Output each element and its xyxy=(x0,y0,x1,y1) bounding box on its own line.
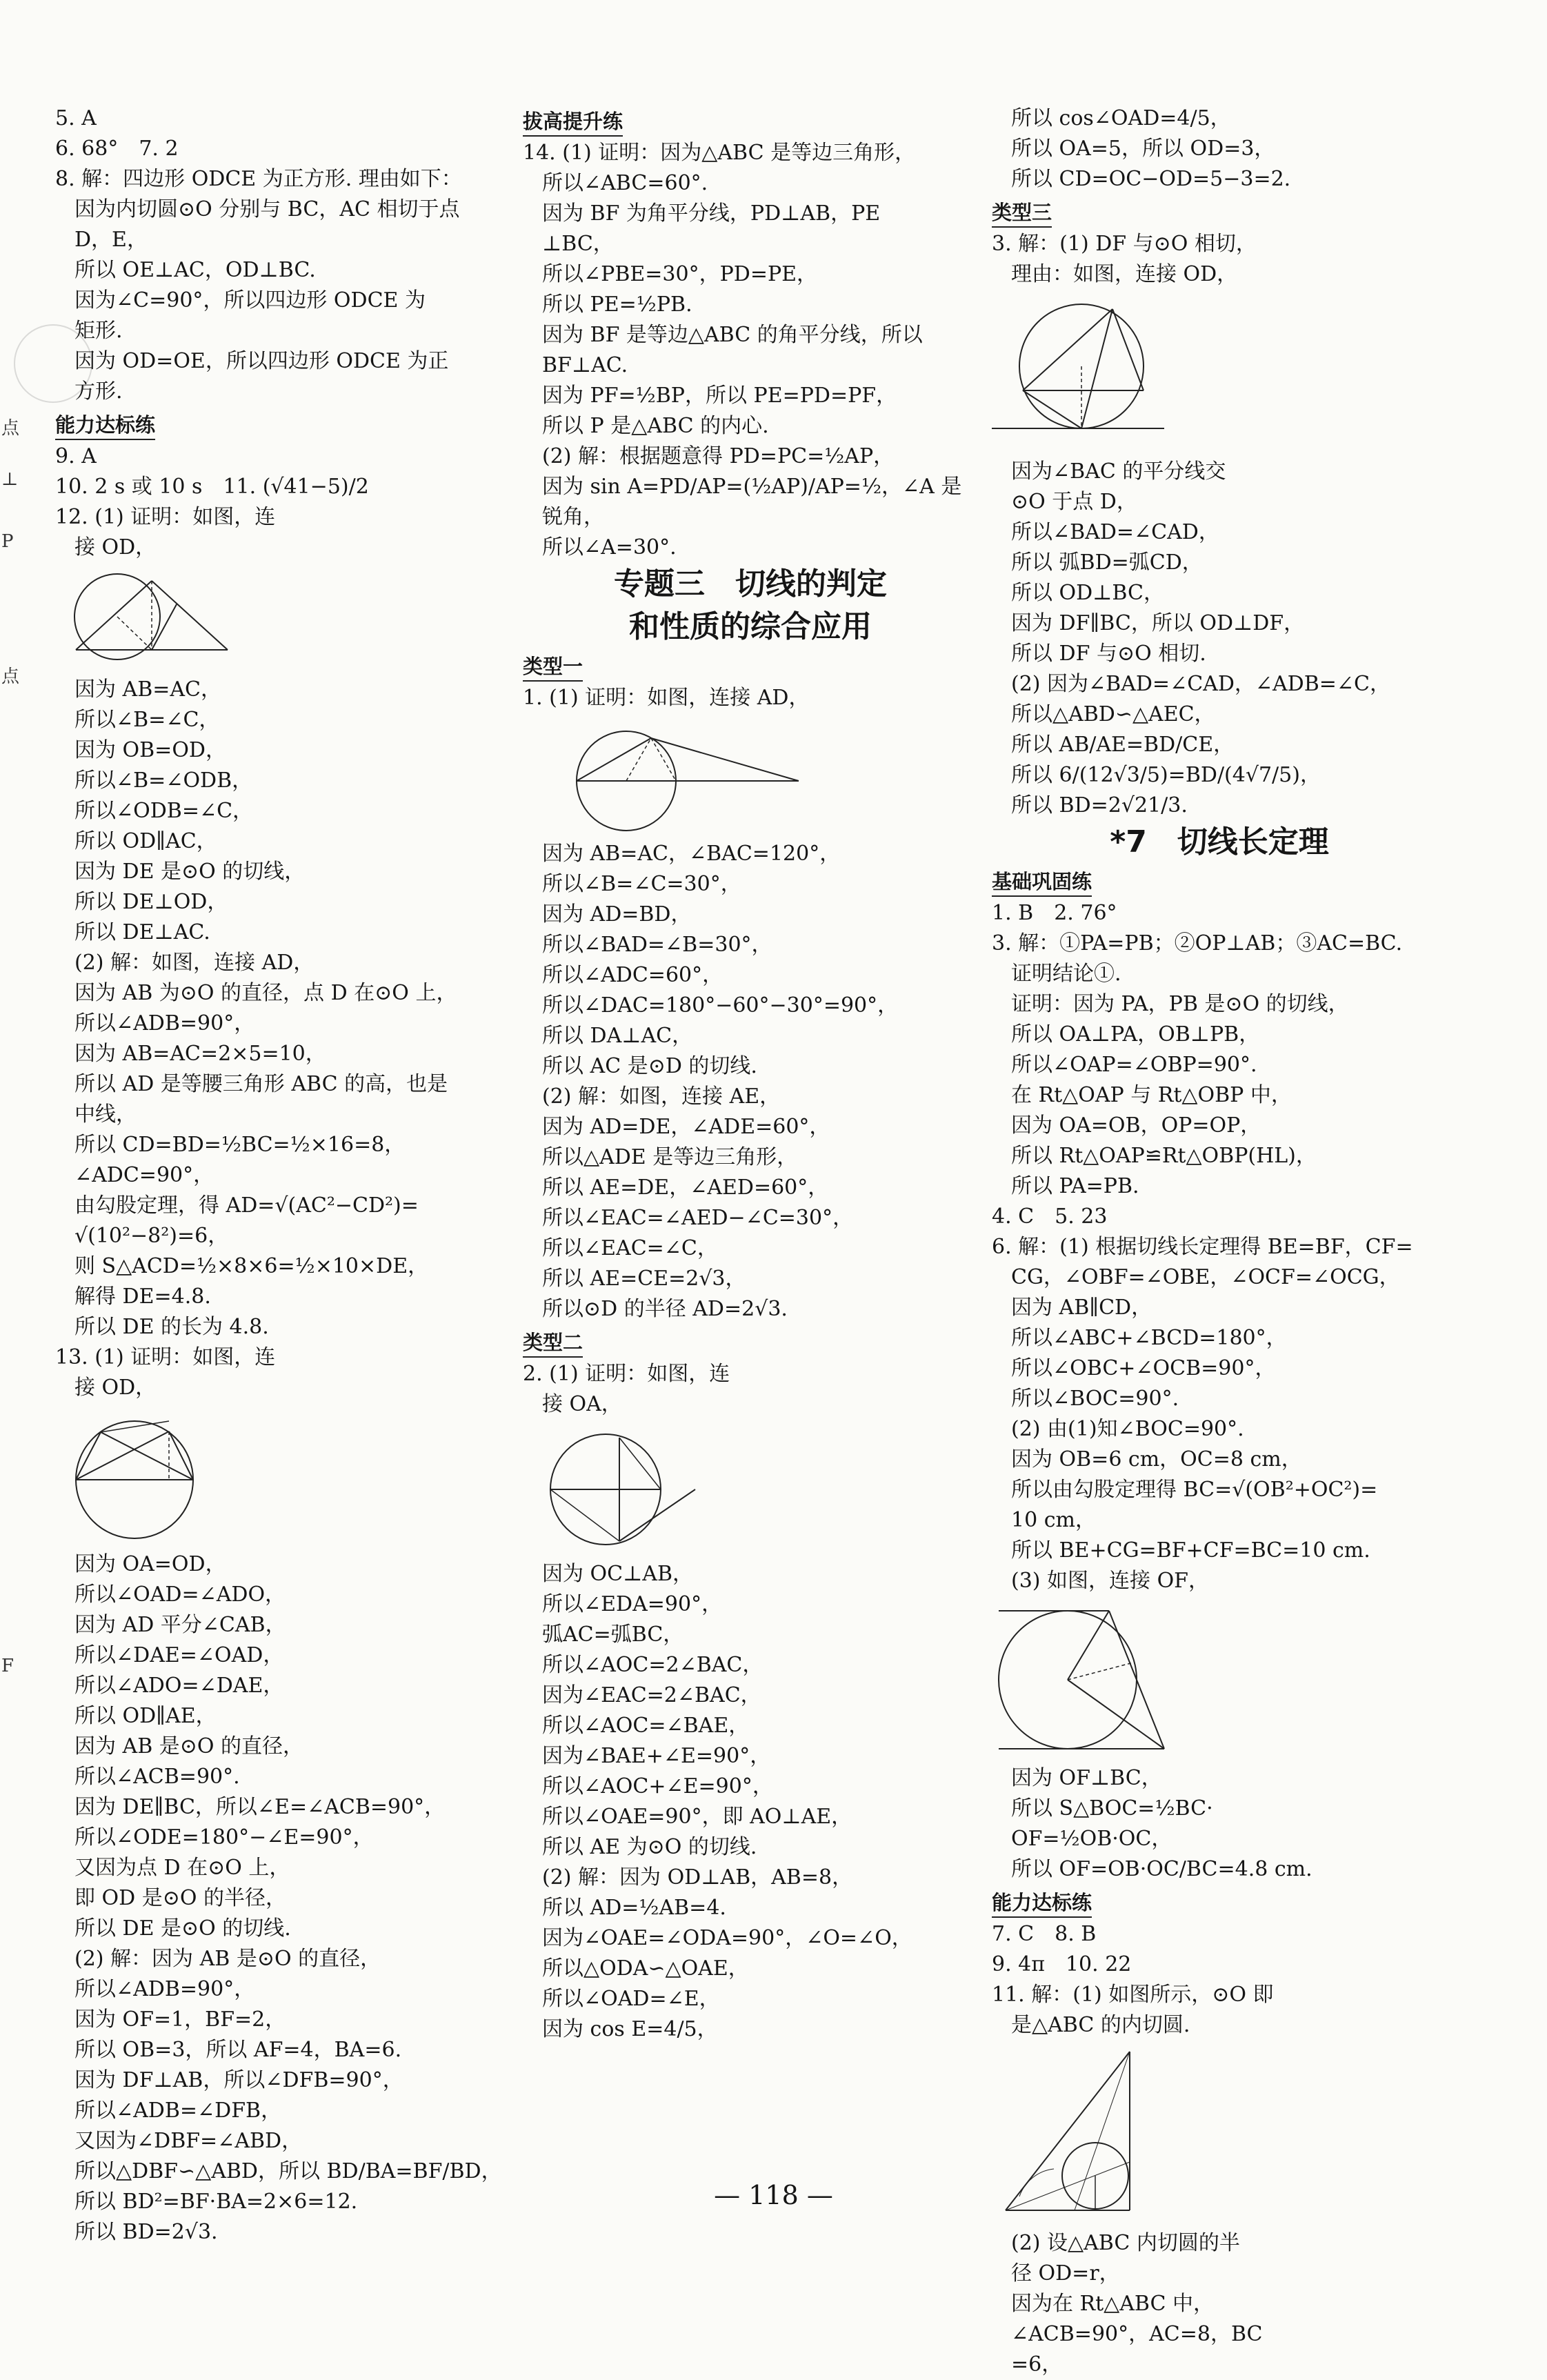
answer-line: 由勾股定理，得 AD=√(AC²−CD²)= xyxy=(74,1193,419,1218)
edge-mark: F xyxy=(1,1656,14,1676)
section-header xyxy=(523,103,978,138)
section-label: 类型一 xyxy=(523,653,583,682)
answer-line: 因为在 Rt△ABC 中， xyxy=(1011,2292,1215,2316)
answer-line: 3. 解：①PA=PB；②OP⊥AB；③AC=BC. xyxy=(992,931,1403,955)
answer-line: 所以 CD=BD=½BC=½×16=8， xyxy=(74,1133,406,1157)
page-number: — 118 — xyxy=(714,2180,833,2210)
section-header xyxy=(992,195,1447,229)
answer-column-middle xyxy=(523,103,978,2045)
answer-line: 因为内切圆⊙O 分别与 BC，AC 相切于点 xyxy=(74,197,460,221)
answer-line: 所以∠BOC=90°. xyxy=(1011,1387,1179,1411)
answer-line: 所以 AC 是⊙D 的切线. xyxy=(542,1054,757,1078)
answer-line: CG，∠OBF=∠OBE，∠OCF=∠OCG， xyxy=(1011,1265,1400,1289)
answer-line: (2) 解：因为 AB 是⊙O 的直径， xyxy=(74,1947,381,1971)
answer-line: 所以∠DAC=180°−60°−30°=90°， xyxy=(542,993,899,1018)
answer-line: 因为 OB=OD， xyxy=(74,738,226,762)
answer-line: 所以∠ABC+∠BCD=180°， xyxy=(1011,1326,1287,1350)
answer-line: 因为 sin A=PD/AP=(½AP)/AP=½，∠A 是 xyxy=(542,475,962,499)
answer-line: 所以∠BAD=∠CAD， xyxy=(1011,520,1219,544)
answer-line: 因为 AB 为⊙O 的直径，点 D 在⊙O 上， xyxy=(74,981,457,1005)
answer-line: 1. (1) 证明：如图，连接 AD， xyxy=(523,686,810,710)
answer-line: 1. B 2. 76° xyxy=(992,901,1117,925)
answer-line: 因为∠BAC 的平分线交 xyxy=(1011,459,1226,484)
answer-line: 所以 BE+CG=BF+CF=BC=10 cm. xyxy=(1011,1538,1370,1563)
answer-line: 14. (1) 证明：因为△ABC 是等边三角形， xyxy=(523,141,916,165)
answer-line: 因为 AB∥CD， xyxy=(1011,1296,1152,1320)
answer-line: 所以 OE⊥AC，OD⊥BC. xyxy=(74,258,316,282)
answer-line: 所以∠AOC=2∠BAC， xyxy=(542,1653,763,1677)
answer-line: 所以 AE 为⊙O 的切线. xyxy=(542,1835,757,1859)
answer-line: 10 cm， xyxy=(1011,1508,1096,1532)
answer-line: 因为 AB 是⊙O 的直径， xyxy=(74,1734,304,1758)
answer-line: 所以由勾股定理得 BC=√(OB²+OC²)= xyxy=(1011,1478,1378,1502)
answer-line: 所以 OB=3，所以 AF=4，BA=6. xyxy=(74,2038,402,2062)
answer-line: 因为 AD=DE，∠ADE=60°， xyxy=(542,1115,830,1139)
answer-line: 所以△ABD∽△AEC， xyxy=(1011,702,1215,726)
answer-line: 11. 解：(1) 如图所示，⊙O 即 xyxy=(992,1983,1274,2007)
answer-line: (2) 设△ABC 内切圆的半 xyxy=(1011,2231,1240,2255)
answer-line: 所以∠ADB=90°， xyxy=(74,1977,255,2001)
answer-line: 所以 AE=CE=2√3， xyxy=(542,1267,746,1291)
answer-line: 则 S△ACD=½×8×6=½×10×DE， xyxy=(74,1254,429,1278)
answer-line: 因为∠C=90°，所以四边形 ODCE 为 xyxy=(74,288,426,313)
fig2-diagram xyxy=(523,1424,709,1555)
answer-line: ⊥BC， xyxy=(542,232,614,256)
answer-line: 锐角， xyxy=(542,505,604,529)
answer-line: (3) 如图，连接 OF， xyxy=(1011,1569,1209,1593)
answer-line: 所以 DF 与⊙O 相切. xyxy=(1011,642,1206,666)
answer-line: 所以∠PBE=30°，PD=PE， xyxy=(542,262,818,286)
answer-line: 所以∠OBC+∠OCB=90°， xyxy=(1011,1356,1276,1380)
answer-line: 所以△ADE 是等边三角形， xyxy=(542,1145,798,1169)
answer-line: 因为∠OAE=∠ODA=90°，∠O=∠O， xyxy=(542,1926,912,1950)
edge-mark: 点 xyxy=(1,418,20,439)
answer-line: 6. 68° 7. 2 xyxy=(55,137,179,161)
answer-line: 因为 OF=1，BF=2， xyxy=(74,2007,286,2032)
answer-line: 所以∠OAD=∠E， xyxy=(542,1987,720,2011)
answer-line: 因为∠BAE+∠E=90°， xyxy=(542,1744,771,1768)
answer-line: 所以∠B=∠ODB， xyxy=(74,768,253,793)
answer-line: (2) 因为∠BAD=∠CAD，∠ADB=∠C， xyxy=(1011,672,1391,696)
answer-line: 所以∠ADB=∠DFB， xyxy=(74,2099,282,2123)
answer-column-right xyxy=(992,103,1447,2380)
answer-line: =6， xyxy=(1011,2352,1063,2377)
answer-line: 6. 解：(1) 根据切线长定理得 BE=BF，CF= xyxy=(992,1235,1413,1259)
answer-line: 所以∠OAP=∠OBP=90°. xyxy=(1011,1053,1257,1077)
answer-line: 方形. xyxy=(74,379,123,404)
answer-line: 所以 AD 是等腰三角形 ABC 的高，也是 xyxy=(74,1072,448,1096)
answer-line: 所以∠OAD=∠ADO， xyxy=(74,1583,286,1607)
answer-line: 接 OD， xyxy=(74,535,157,559)
answer-line: 3. 解：(1) DF 与⊙O 相切， xyxy=(992,232,1257,256)
answer-line: 所以∠ADB=90°， xyxy=(74,1011,255,1035)
answer-line: (2) 由(1)知∠BOC=90°. xyxy=(1011,1417,1244,1441)
answer-line: 12. (1) 证明：如图，连 xyxy=(55,505,276,529)
answer-line: 又因为点 D 在⊙O 上， xyxy=(74,1856,290,1880)
answer-line: 所以∠EAC=∠C， xyxy=(542,1236,718,1260)
answer-line: 9. A xyxy=(55,444,97,468)
answer-line: 解得 DE=4.8. xyxy=(74,1285,211,1309)
section-label: 基础巩固练 xyxy=(992,868,1092,897)
answer-line: 所以 弧BD=弧CD， xyxy=(1011,551,1203,575)
answer-line: (2) 解：因为 OD⊥AB，AB=8， xyxy=(542,1865,853,1890)
answer-line: 因为 AD 平分∠CAB， xyxy=(74,1613,286,1637)
answer-line: 因为 DF∥BC，所以 OD⊥DF， xyxy=(1011,611,1305,635)
answer-line: 因为 cos E=4/5， xyxy=(542,2017,718,2041)
fig13-diagram xyxy=(55,1407,214,1545)
answer-line: 所以 OD∥AE， xyxy=(74,1704,217,1728)
answer-line: 因为 OA=OD， xyxy=(74,1552,226,1576)
answer-line: 所以∠ACB=90°. xyxy=(74,1765,240,1789)
answer-line: 10. 2 s 或 10 s 11. (√41−5)/2 xyxy=(55,475,369,499)
answer-line: 所以 DE 的长为 4.8. xyxy=(74,1315,269,1339)
answer-line: 所以△ODA∽△OAE， xyxy=(542,1956,749,1981)
answer-line: 弧AC=弧BC， xyxy=(542,1623,684,1647)
section-header xyxy=(992,1885,1447,1919)
section-label: 拔高提升练 xyxy=(523,108,623,137)
answer-line: 所以 cos∠OAD=4/5， xyxy=(1011,106,1231,130)
answer-line: 4. C 5. 23 xyxy=(992,1204,1108,1229)
section-label: 能力达标练 xyxy=(992,1889,1092,1918)
chapter-title: 专题三 切线的判定 xyxy=(614,566,887,602)
answer-line: 中线， xyxy=(74,1102,137,1127)
section-header xyxy=(523,648,978,683)
answer-line: 因为 OA=OB，OP=OP， xyxy=(1011,1113,1261,1138)
answer-line: 即 OD 是⊙O 的半径， xyxy=(74,1886,286,1910)
answer-line: 所以∠B=∠C， xyxy=(74,708,220,732)
answer-line: 是△ABC 的内切圆. xyxy=(1011,2013,1190,2037)
answer-line: 因为 AB=AC， xyxy=(74,677,222,702)
answer-line: 5. A xyxy=(55,106,97,130)
answer-line: 因为 AB=AC=2×5=10， xyxy=(74,1042,326,1066)
answer-line: 所以 AD=½AB=4. xyxy=(542,1896,726,1920)
edge-mark: P xyxy=(1,531,14,552)
answer-line: 所以 AB/AE=BD/CE， xyxy=(1011,733,1235,757)
answer-line: 证明：因为 PA，PB 是⊙O 的切线， xyxy=(1011,992,1349,1016)
answer-column-left xyxy=(55,103,510,2248)
answer-line: (2) 解：如图，连接 AE， xyxy=(542,1084,781,1109)
answer-line: 所以∠ADO=∠DAE， xyxy=(74,1674,284,1698)
answer-line: 所以 OD∥AC， xyxy=(74,829,217,853)
edge-mark: 点 xyxy=(1,666,20,687)
answer-line: 所以∠OAE=90°，即 AO⊥AE， xyxy=(542,1805,852,1829)
answer-line: 所以 6/(12√3/5)=BD/(4√7/5)， xyxy=(1011,763,1321,787)
answer-line: 所以 OA⊥PA，OB⊥PB， xyxy=(1011,1022,1260,1047)
answer-line: 所以 PA=PB. xyxy=(1011,1174,1139,1198)
answer-line: 所以 OA=5，所以 OD=3， xyxy=(1011,137,1275,161)
answer-line: 因为 DF⊥AB，所以∠DFB=90°， xyxy=(74,2068,403,2092)
section-header xyxy=(992,864,1447,898)
answer-line: 因为 OF⊥BC， xyxy=(1011,1766,1162,1790)
answer-line: 所以△DBF∽△ABD，所以 BD/BA=BF/BD， xyxy=(74,2159,502,2183)
answer-line: 又因为∠DBF=∠ABD， xyxy=(74,2129,303,2153)
answer-line: 所以∠ABC=60°. xyxy=(542,171,708,195)
answer-line: 所以∠EAC=∠AED−∠C=30°， xyxy=(542,1206,854,1230)
answer-line: 证明结论①. xyxy=(1011,962,1121,986)
answer-line: 所以∠BAD=∠B=30°， xyxy=(542,933,772,957)
answer-line: 13. (1) 证明：如图，连 xyxy=(55,1345,276,1369)
answer-line: 9. 4π 10. 22 xyxy=(992,1952,1132,1976)
answer-line: (2) 解：如图，连接 AD， xyxy=(74,951,315,975)
answer-line: 所以 OF=OB·OC/BC=4.8 cm. xyxy=(1011,1857,1313,1881)
answer-line: 8. 解：四边形 ODCE 为正方形. 理由如下： xyxy=(55,167,462,191)
chapter-title: 和性质的综合应用 xyxy=(629,609,872,644)
answer-line: 所以∠AOC=∠BAE， xyxy=(542,1714,750,1738)
answer-line: 所以 PE=½PB. xyxy=(542,292,692,317)
answer-line: 所以 BD²=BF·BA=2×6=12. xyxy=(74,2190,358,2214)
section-header xyxy=(55,407,510,442)
answer-line: ⊙O 于点 D， xyxy=(1011,490,1137,514)
answer-line: 所以 BD=2√3. xyxy=(74,2220,218,2244)
answer-line: 因为 BF 是等边△ABC 的角平分线，所以 xyxy=(542,323,923,347)
fig1-diagram xyxy=(523,717,812,835)
answer-line: 所以∠A=30°. xyxy=(542,535,677,559)
answer-line: 所以∠EDA=90°， xyxy=(542,1592,723,1616)
answer-line: 所以 CD=OC−OD=5−3=2. xyxy=(1011,167,1291,191)
edge-mark: ⊥ xyxy=(1,469,19,490)
answer-line: 所以 OD⊥BC， xyxy=(1011,581,1164,605)
fig12-diagram xyxy=(55,567,234,671)
answer-line: ∠ADC=90°， xyxy=(74,1163,214,1187)
answer-line: 因为 BF 为角平分线，PD⊥AB，PE xyxy=(542,201,881,226)
answer-line: BF⊥AC. xyxy=(542,353,628,377)
fig3-diagram xyxy=(992,294,1171,453)
answer-line: 在 Rt△OAP 与 Rt△OBP 中， xyxy=(1011,1083,1292,1107)
answer-line: 因为 OD=OE，所以四边形 ODCE 为正 xyxy=(74,349,449,373)
fig6-diagram xyxy=(992,1600,1171,1759)
section-header xyxy=(523,1325,978,1359)
answer-line: 所以∠B=∠C=30°， xyxy=(542,872,741,896)
answer-line: 所以 Rt△OAP≌Rt△OBP(HL)， xyxy=(1011,1144,1317,1168)
answer-line: 矩形. xyxy=(74,319,123,343)
answer-line: 因为 AD=BD， xyxy=(542,902,692,926)
answer-line: 所以 AE=DE，∠AED=60°， xyxy=(542,1176,829,1200)
answer-line: 所以 S△BOC=½BC· xyxy=(1011,1796,1213,1821)
answer-line: 所以∠DAE=∠OAD， xyxy=(74,1643,284,1667)
answer-line: 接 OA， xyxy=(542,1392,622,1416)
answer-line: 因为 OB=6 cm，OC=8 cm， xyxy=(1011,1447,1302,1471)
section-label: 能力达标练 xyxy=(55,411,155,440)
answer-line: 所以∠ODB=∠C， xyxy=(74,799,254,823)
answer-line: 所以 P 是△ABC 的内心. xyxy=(542,414,769,438)
answer-line: 所以 BD=2√21/3. xyxy=(1011,793,1188,817)
answer-line: 理由：如图，连接 OD， xyxy=(1011,262,1238,286)
answer-line: 因为 PF=½BP，所以 PE=PD=PF， xyxy=(542,384,897,408)
answer-line: D，E， xyxy=(74,228,148,252)
answer-line: (2) 解：根据题意得 PD=PC=½AP， xyxy=(542,444,895,468)
answer-line: 接 OD， xyxy=(74,1376,157,1400)
answer-line: 所以 DE 是⊙O 的切线. xyxy=(74,1916,291,1941)
answer-line: 所以∠AOC+∠E=90°， xyxy=(542,1774,773,1798)
answer-line: OF=½OB·OC， xyxy=(1011,1827,1172,1851)
answer-line: 7. C 8. B xyxy=(992,1922,1097,1946)
answer-line: 因为 DE 是⊙O 的切线， xyxy=(74,860,306,884)
answer-line: 所以∠ADC=60°， xyxy=(542,963,723,987)
answer-line: √(10²−8²)=6， xyxy=(74,1224,229,1248)
answer-line: 因为 OC⊥AB， xyxy=(542,1562,694,1586)
answer-line: 径 OD=r， xyxy=(1011,2261,1120,2285)
answer-line: 所以 DE⊥AC. xyxy=(74,920,210,944)
answer-line: 因为 DE∥BC，所以∠E=∠ACB=90°， xyxy=(74,1795,446,1819)
answer-line: 所以⊙D 的半径 AD=2√3. xyxy=(542,1297,788,1321)
answer-line: 2. (1) 证明：如图，连 xyxy=(523,1362,730,1386)
left-edge-marks xyxy=(0,0,19,2252)
chapter-title: *7 切线长定理 xyxy=(1110,824,1329,860)
answer-line: 所以 DE⊥OD， xyxy=(74,890,228,914)
answer-line: 因为∠EAC=2∠BAC， xyxy=(542,1683,761,1707)
answer-line: ∠ACB=90°，AC=8，BC xyxy=(1011,2322,1263,2346)
section-label: 类型二 xyxy=(523,1329,583,1358)
answer-line: 因为 AB=AC，∠BAC=120°， xyxy=(542,842,841,866)
answer-line: 所以 DA⊥AC， xyxy=(542,1024,693,1048)
answer-line: 所以∠ODE=180°−∠E=90°， xyxy=(74,1825,374,1850)
section-label: 类型三 xyxy=(992,199,1052,228)
